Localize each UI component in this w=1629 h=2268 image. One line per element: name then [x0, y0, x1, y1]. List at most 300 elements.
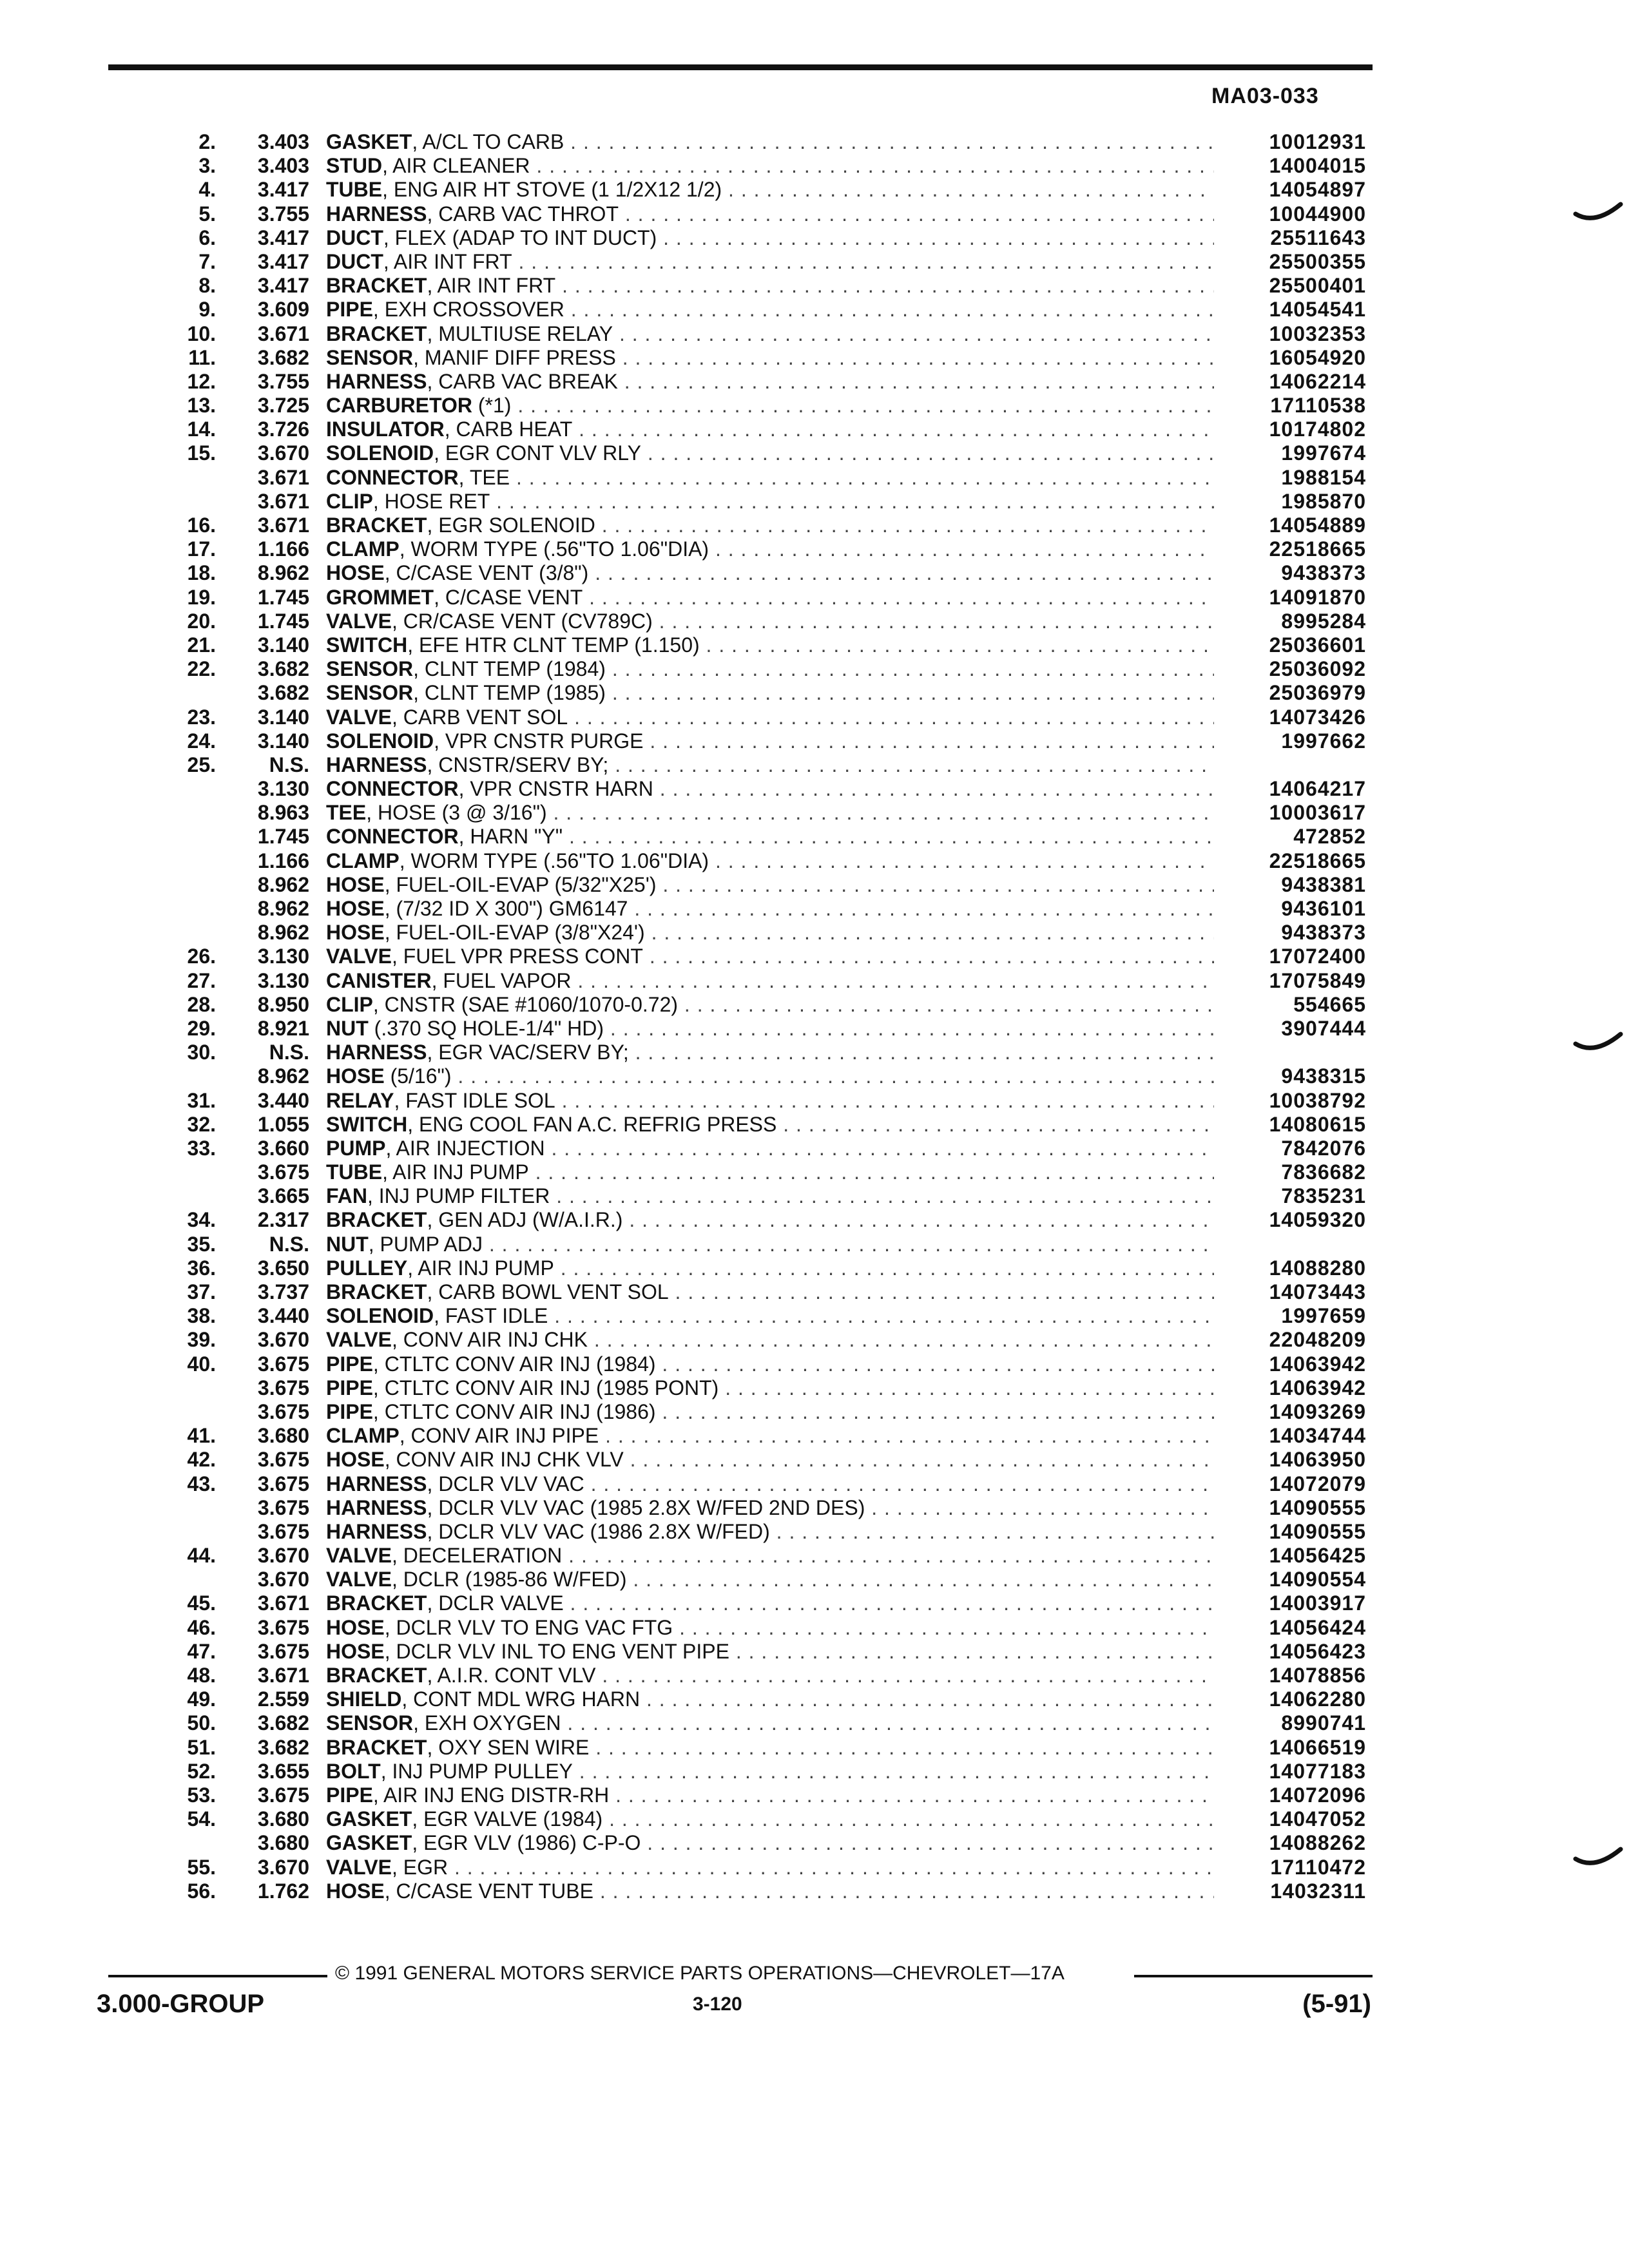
table-row [155, 1089, 1366, 1113]
part-name: HOSE [326, 561, 385, 585]
part-name: FAN [326, 1184, 367, 1208]
group-number: 8.962 [257, 872, 309, 896]
part-name: CLAMP [326, 537, 400, 561]
part-description [326, 1856, 1214, 1879]
part-name: VALVE [326, 609, 392, 633]
part-number: 14090554 [1269, 1568, 1366, 1591]
part-description [326, 1137, 1214, 1160]
part-name: VALVE [326, 1568, 392, 1591]
part-description [326, 178, 1214, 202]
table-row [155, 322, 1366, 346]
item-number: 46. [187, 1615, 216, 1639]
table-row [155, 1208, 1366, 1232]
part-number: 14063942 [1269, 1376, 1366, 1399]
part-name: HARNESS [326, 1495, 427, 1519]
part-description [326, 1879, 1214, 1903]
part-description [326, 1184, 1214, 1208]
group-number: 3.675 [257, 1519, 309, 1543]
part-number: 17075849 [1269, 968, 1366, 992]
group-number: 3.130 [257, 968, 309, 992]
part-description [326, 370, 1214, 394]
group-number: 8.962 [257, 1064, 309, 1088]
part-name: TUBE [326, 178, 383, 202]
part-number: 25036092 [1269, 657, 1366, 681]
part-description [326, 250, 1214, 274]
part-detail: , HARN "Y" [458, 825, 563, 849]
part-detail: , MANIF DIFF PRESS [413, 345, 616, 369]
item-number: 29. [187, 1016, 216, 1040]
part-detail: , INJ PUMP FILTER [367, 1184, 550, 1208]
group-number: 3.671 [257, 322, 309, 345]
group-number: 1.055 [257, 1112, 309, 1136]
part-name: HARNESS [326, 1041, 427, 1064]
table-row [155, 753, 1366, 777]
item-number: 6. [198, 226, 216, 249]
group-number: N.S. [269, 753, 309, 776]
part-name: SOLENOID [326, 729, 434, 753]
part-number: 14059320 [1269, 1208, 1366, 1232]
part-description [326, 130, 1214, 154]
item-number: 26. [187, 945, 216, 968]
part-description [326, 657, 1214, 681]
group-number: 3.726 [257, 418, 309, 441]
footer-rule-right [1134, 1975, 1373, 1977]
part-name: NUT [326, 1232, 369, 1256]
table-row [155, 1304, 1366, 1328]
part-name: BOLT [326, 1759, 381, 1783]
part-name: HARNESS [326, 1519, 427, 1543]
part-name: BRACKET [326, 514, 427, 537]
part-description [326, 1664, 1214, 1687]
item-number: 38. [187, 1304, 216, 1328]
table-row [155, 178, 1366, 202]
part-name: HARNESS [326, 1472, 427, 1495]
group-number: 3.417 [257, 274, 309, 298]
table-row [155, 729, 1366, 753]
part-description [326, 466, 1214, 490]
part-number: 14078856 [1269, 1664, 1366, 1687]
table-row [155, 897, 1366, 921]
item-number: 21. [187, 633, 216, 657]
group-number: 3.670 [257, 1544, 309, 1568]
part-name: CLAMP [326, 1424, 400, 1448]
part-name: DUCT [326, 226, 383, 249]
part-detail: , AIR INJ PUMP [407, 1256, 554, 1280]
part-description [326, 1376, 1214, 1400]
item-number: 30. [187, 1041, 216, 1064]
table-row [155, 1687, 1366, 1711]
group-number: 3.670 [257, 1328, 309, 1352]
item-number: 37. [187, 1280, 216, 1303]
part-description [326, 226, 1214, 250]
table-row [155, 1544, 1366, 1568]
part-name: GASKET [326, 1831, 412, 1855]
part-number: 14073443 [1269, 1280, 1366, 1303]
part-description [326, 1448, 1214, 1472]
part-detail: , DCLR VALVE [427, 1591, 564, 1615]
table-row [155, 993, 1366, 1017]
table-row [155, 1760, 1366, 1783]
table-row [155, 1711, 1366, 1735]
part-detail: , HOSE (3 @ 3/16") [366, 801, 547, 825]
table-row [155, 1591, 1366, 1615]
part-number: 22048209 [1269, 1328, 1366, 1352]
part-description [326, 1017, 1214, 1041]
table-row [155, 537, 1366, 561]
table-row [155, 1160, 1366, 1184]
item-number: 35. [187, 1232, 216, 1256]
table-row [155, 1520, 1366, 1544]
group-number: 1.166 [257, 849, 309, 872]
group-number: 3.737 [257, 1280, 309, 1303]
group-number: 3.671 [257, 465, 309, 489]
part-description [326, 1352, 1214, 1376]
part-detail: , FUEL VPR PRESS CONT [391, 945, 643, 968]
part-detail: , DCLR VLV VAC [427, 1472, 584, 1495]
table-row [155, 681, 1366, 705]
part-description [326, 1544, 1214, 1568]
part-name: HOSE [326, 1639, 385, 1663]
part-name: CANISTER [326, 968, 432, 992]
item-number: 10. [187, 322, 216, 345]
group-number: 3.671 [257, 489, 309, 513]
table-row [155, 130, 1366, 154]
part-number: 9438373 [1281, 561, 1366, 585]
part-detail: , C/CASE VENT TUBE [384, 1879, 593, 1903]
part-description [326, 1256, 1214, 1280]
part-name: PIPE [326, 1376, 373, 1399]
part-detail: , CONV AIR INJ PIPE [399, 1424, 599, 1448]
group-number: 1.762 [257, 1879, 309, 1903]
item-number: 44. [187, 1544, 216, 1568]
group-number: 3.655 [257, 1759, 309, 1783]
part-number: 14073426 [1269, 705, 1366, 729]
table-row [155, 873, 1366, 897]
part-detail: , AIR INJECTION [385, 1136, 545, 1160]
item-number: 25. [187, 753, 216, 776]
part-detail: , WORM TYPE (.56"TO 1.06"DIA) [399, 537, 709, 561]
part-detail: , VPR CNSTR HARN [458, 777, 653, 801]
table-row [155, 1280, 1366, 1304]
part-number: 17110538 [1270, 394, 1366, 418]
part-name: CLIP [326, 489, 373, 513]
table-row [155, 1424, 1366, 1448]
item-number: 48. [187, 1664, 216, 1687]
part-detail: , CNSTR (SAE #1060/1070-0.72) [372, 992, 679, 1016]
part-number: 7836682 [1281, 1160, 1366, 1184]
part-description [326, 1089, 1214, 1113]
part-detail: , ENG COOL FAN A.C. REFRIG PRESS [407, 1112, 777, 1136]
group-number: 3.403 [257, 130, 309, 153]
part-name: HARNESS [326, 369, 427, 393]
part-detail: , DCLR (1985-86 W/FED) [391, 1568, 627, 1591]
part-detail: , FUEL-OIL-EVAP (5/32"X25') [384, 872, 657, 896]
part-detail: , AIR CLEANER [382, 154, 530, 178]
part-detail: , MULTIUSE RELAY [427, 322, 613, 345]
item-number: 42. [187, 1448, 216, 1472]
part-number: 17110472 [1270, 1855, 1366, 1879]
part-number: 14063942 [1269, 1352, 1366, 1376]
part-description [326, 825, 1214, 849]
part-detail: , CARB BOWL VENT SOL [427, 1280, 669, 1303]
part-detail: , TEE [458, 465, 510, 489]
part-description [326, 945, 1214, 968]
part-description [326, 633, 1214, 657]
item-number: 54. [187, 1807, 216, 1831]
table-row [155, 801, 1366, 825]
group-number: 3.140 [257, 729, 309, 753]
part-name: SENSOR [326, 345, 414, 369]
part-description [326, 1328, 1214, 1352]
check-mark-icon [1572, 201, 1624, 227]
check-mark-icon [1572, 1846, 1624, 1872]
group-number: 8.921 [257, 1016, 309, 1040]
part-number: 9438373 [1281, 921, 1366, 945]
part-name: VALVE [326, 945, 392, 968]
part-name: BRACKET [326, 274, 427, 298]
table-row [155, 1041, 1366, 1064]
part-name: SHIELD [326, 1687, 402, 1711]
part-description [326, 537, 1214, 561]
part-description [326, 202, 1214, 226]
group-number: 3.670 [257, 441, 309, 465]
part-description [326, 921, 1214, 945]
part-description [326, 681, 1214, 705]
part-number: 14032311 [1270, 1879, 1366, 1903]
table-row [155, 1256, 1366, 1280]
part-detail: , CTLTC CONV AIR INJ (1985 PONT) [372, 1376, 719, 1399]
group-number: 3.670 [257, 1568, 309, 1591]
part-number: 14056424 [1269, 1615, 1366, 1639]
part-number: 7842076 [1281, 1136, 1366, 1160]
part-number: 16054920 [1269, 345, 1366, 369]
table-row [155, 250, 1366, 274]
part-number: 554665 [1293, 992, 1366, 1016]
item-number: 55. [187, 1855, 216, 1879]
item-number: 50. [187, 1711, 216, 1735]
item-number: 19. [187, 585, 216, 609]
part-description [326, 610, 1214, 633]
part-name: HOSE [326, 1448, 385, 1472]
part-number: 25500401 [1269, 274, 1366, 298]
part-name: PUMP [326, 1136, 386, 1160]
part-description [326, 1591, 1214, 1615]
part-number: 14064217 [1269, 777, 1366, 801]
part-number: 10044900 [1269, 202, 1366, 226]
part-number: 1985870 [1281, 489, 1366, 513]
table-row [155, 1856, 1366, 1879]
part-name: RELAY [326, 1088, 394, 1112]
part-number: 14034744 [1269, 1424, 1366, 1448]
item-number: 43. [187, 1472, 216, 1495]
part-number: 14091870 [1269, 585, 1366, 609]
part-number: 17072400 [1269, 945, 1366, 968]
copyright-notice: © 1991 GENERAL MOTORS SERVICE PARTS OPERATIONS—CHEVROLET—17A [335, 1963, 1065, 1984]
table-row [155, 1064, 1366, 1088]
part-name: HARNESS [326, 753, 427, 776]
item-number: 8. [198, 274, 216, 298]
part-number: 472852 [1293, 825, 1366, 849]
part-name: SOLENOID [326, 1304, 434, 1328]
part-description [326, 1233, 1214, 1256]
item-number: 56. [187, 1879, 216, 1903]
group-number: 3.682 [257, 1711, 309, 1735]
table-row [155, 490, 1366, 514]
part-number: 14090555 [1269, 1495, 1366, 1519]
table-row [155, 441, 1366, 465]
part-number: 14066519 [1269, 1735, 1366, 1759]
part-detail: , CLNT TEMP (1985) [413, 681, 606, 705]
item-number: 31. [187, 1088, 216, 1112]
group-number: 8.962 [257, 897, 309, 920]
part-detail: , DCLR VLV INL TO ENG VENT PIPE [384, 1639, 729, 1663]
part-number: 25036601 [1269, 633, 1366, 657]
part-description [326, 753, 1214, 777]
group-number: 3.675 [257, 1495, 309, 1519]
item-number: 23. [187, 705, 216, 729]
part-detail: , CARB VAC THROT [427, 202, 619, 226]
group-label: 3.000-GROUP [97, 1990, 265, 2018]
part-number: 22518665 [1269, 849, 1366, 872]
item-number: 15. [187, 441, 216, 465]
part-number: 1997674 [1281, 441, 1366, 465]
item-number: 11. [188, 345, 216, 369]
item-number: 53. [187, 1783, 216, 1807]
part-number: 14003917 [1269, 1591, 1366, 1615]
item-number: 49. [187, 1687, 216, 1711]
part-detail: , CARB HEAT [444, 418, 573, 441]
item-number: 41. [187, 1424, 216, 1448]
part-detail: , CONV AIR INJ CHK VLV [384, 1448, 624, 1472]
part-description [326, 1760, 1214, 1783]
part-number: 14004015 [1269, 154, 1366, 178]
item-number: 52. [187, 1759, 216, 1783]
part-detail: , FUEL VAPOR [431, 968, 572, 992]
table-row [155, 849, 1366, 873]
part-name: VALVE [326, 1328, 392, 1352]
item-number: 24. [187, 729, 216, 753]
part-description [326, 1424, 1214, 1448]
item-number: 39. [187, 1328, 216, 1352]
group-number: 1.745 [257, 585, 309, 609]
part-number: 14047052 [1269, 1807, 1366, 1831]
group-number: 3.675 [257, 1376, 309, 1399]
part-name: GASKET [326, 130, 412, 153]
group-number: 1.745 [257, 609, 309, 633]
group-number: 3.755 [257, 369, 309, 393]
part-description [326, 441, 1214, 465]
part-detail: , AIR INT FRT [427, 274, 556, 298]
part-description [326, 586, 1214, 610]
table-row [155, 1352, 1366, 1376]
part-name: DUCT [326, 249, 383, 273]
part-detail: , OXY SEN WIRE [427, 1735, 590, 1759]
part-description [326, 394, 1214, 418]
group-number: 3.650 [257, 1256, 309, 1280]
part-detail: , ENG AIR HT STOVE (1 1/2X12 1/2) [382, 178, 722, 202]
table-row [155, 969, 1366, 993]
part-name: PIPE [326, 1399, 373, 1423]
part-name: HOSE [326, 1879, 385, 1903]
part-detail: , PUMP ADJ [368, 1232, 483, 1256]
group-number: 8.963 [257, 801, 309, 825]
part-detail: , EFE HTR CLNT TEMP (1.150) [407, 633, 700, 657]
group-number: 3.682 [257, 681, 309, 705]
group-number: 3.675 [257, 1352, 309, 1376]
part-number: 9438315 [1281, 1064, 1366, 1088]
table-row [155, 298, 1366, 322]
table-row [155, 561, 1366, 585]
part-number: 9438381 [1281, 872, 1366, 896]
part-number: 10032353 [1269, 322, 1366, 345]
part-description [326, 993, 1214, 1017]
part-name: SENSOR [326, 681, 414, 705]
part-number: 10003617 [1269, 801, 1366, 825]
item-number: 5. [198, 202, 216, 226]
table-row [155, 1113, 1366, 1137]
part-description [326, 969, 1214, 993]
group-number: 3.665 [257, 1184, 309, 1208]
part-description [326, 418, 1214, 441]
part-description [326, 1208, 1214, 1232]
part-description [326, 1400, 1214, 1424]
part-detail: , CNSTR/SERV BY; [427, 753, 609, 776]
part-number: 14056425 [1269, 1544, 1366, 1568]
item-number: 45. [187, 1591, 216, 1615]
part-detail: , FAST IDLE SOL [394, 1088, 555, 1112]
part-detail: , AIR INT FRT [383, 249, 512, 273]
part-detail: , C/CASE VENT (3/8") [384, 561, 589, 585]
part-detail: , AIR INJ PUMP [382, 1160, 529, 1184]
part-name: CONNECTOR [326, 465, 459, 489]
table-row [155, 706, 1366, 729]
table-row [155, 226, 1366, 250]
item-number: 16. [187, 514, 216, 537]
part-description [326, 1520, 1214, 1544]
part-name: HARNESS [326, 202, 427, 226]
part-description [326, 274, 1214, 298]
item-number: 4. [198, 178, 216, 202]
group-number: 1.166 [257, 537, 309, 561]
group-number: 8.962 [257, 921, 309, 945]
part-name: BRACKET [326, 1664, 427, 1687]
part-number: 8995284 [1281, 609, 1366, 633]
part-detail: , (7/32 ID X 300") GM6147 [384, 897, 628, 920]
part-detail: , CONV AIR INJ CHK [391, 1328, 588, 1352]
part-number: 14088262 [1269, 1831, 1366, 1855]
part-number: 14054541 [1269, 298, 1366, 322]
part-detail: , AIR INJ ENG DISTR-RH [372, 1783, 610, 1807]
item-number: 20. [187, 609, 216, 633]
part-number: 14072096 [1269, 1783, 1366, 1807]
part-name: SWITCH [326, 1112, 408, 1136]
part-description [326, 1831, 1214, 1855]
table-row [155, 1736, 1366, 1760]
part-detail: , CTLTC CONV AIR INJ (1984) [372, 1352, 656, 1376]
part-number: 14054897 [1269, 178, 1366, 202]
part-number: 9436101 [1281, 897, 1366, 920]
group-number: 3.675 [257, 1399, 309, 1423]
table-row [155, 370, 1366, 394]
table-row [155, 202, 1366, 226]
part-description [326, 873, 1214, 897]
group-number: 3.675 [257, 1639, 309, 1663]
part-description [326, 1640, 1214, 1664]
part-description [326, 1041, 1214, 1064]
table-row [155, 921, 1366, 945]
group-number: 3.140 [257, 705, 309, 729]
part-name: PIPE [326, 1783, 373, 1807]
